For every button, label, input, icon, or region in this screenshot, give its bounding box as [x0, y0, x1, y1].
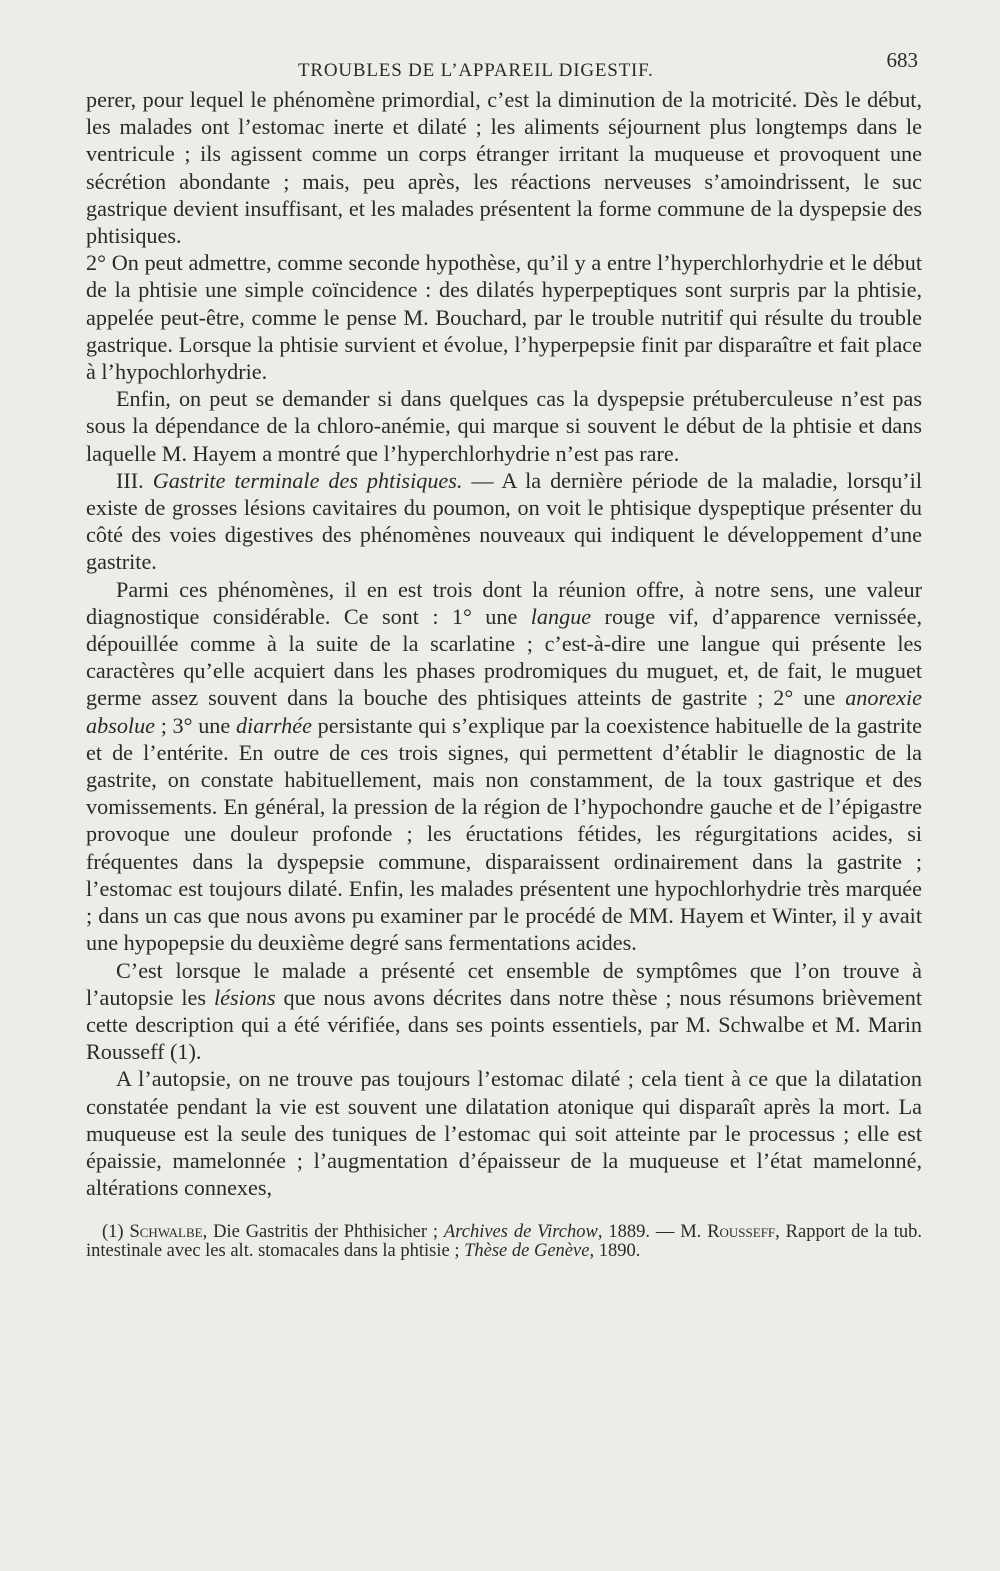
paragraph-4-text: — A la dernière période de la maladie, lorsqu’il existe de grosses lésions cavitaires du poumon, on voit le phtisique dyspeptique présenter du côté des voies digestives des phénomènes nouveaux qui indiquent le développement d’une gastrite.	[86, 467, 923, 575]
paragraph-5-text-b: rouge vif, d’apparence vernissée, dépouillée comme à la suite de la scarlatine ; c’est-à-dire une langue qui présente les caractères qu’elle acquiert dans les phases prodromiques du muguet, et, de fait, le muguet germe assez souvent dans la bouche des phtisiques atteints de gastrite ; 2° une	[86, 603, 922, 711]
term-diarrhee: diarrhée	[235, 712, 312, 738]
paragraph-5-text-a: Parmi ces phénomènes, il en est trois dont la réunion offre, à notre sens, une valeur diagnostique considérable. Ce sont : 1° une	[86, 576, 922, 629]
paragraph-6-text-a: C’est lorsque le malade a présenté cet ensemble de symptômes que l’on trouve à l’autopsie les	[86, 957, 922, 1010]
term-anorexie: anorexie absolue	[86, 685, 922, 738]
footnote-marker: (1)	[102, 1222, 130, 1243]
footnote-thesis: Thèse de Genève	[464, 1241, 590, 1262]
term-langue: langue	[530, 603, 592, 629]
paragraph-1: perer, pour lequel le phénomène primordial, c’est la diminution de la motricité. Dès le début, les malades ont l’estomac inerte et dilaté ; les aliments séjournent plus longtemps dans le ventricule ; ils agissent comme un corps étranger irritant la muqueuse et provoquent une sécrétion abondante ; mais, peu après, les réactions nerveuses s’amoindrissent, le suc gastrique devient insuffisant, et les malades présentent la forme commune de la dyspepsie des phtisiques.	[86, 87, 922, 249]
footnote-journal: Archives de Virchow	[443, 1222, 598, 1243]
page-number: 683	[886, 48, 918, 72]
footnote-author-schwalbe: Schwalbe	[129, 1222, 203, 1243]
paragraph-5	[86, 576, 922, 957]
section-number: III.	[116, 467, 153, 493]
footnote-text-3: , Rapport de la tub. intestinale avec les alt. stomacales dans la phtisie ;	[86, 1222, 923, 1262]
footnote-author-rousseff: Rousseff	[707, 1222, 776, 1243]
paragraph-6	[86, 957, 922, 1066]
paragraph-7: A l’autopsie, on ne trouve pas toujours l’estomac dilaté ; cela tient à ce que la dilatation constatée pendant la vie est souvent une dilatation atonique qui disparaît après la mort. La muqueuse est la seule des tuniques de l’estomac qui soit atteinte par le processus ; elle est épaissie, mamelonnée ; l’augmentation d’épaisseur de la muqueuse et l’état mamelonné, altérations connexes,	[86, 1066, 922, 1201]
paragraph-5-text-c: ; 3° une	[155, 712, 236, 738]
term-lesions: lésions	[213, 984, 276, 1010]
footnote-1	[86, 1223, 922, 1261]
paragraph-4	[86, 467, 922, 576]
body-text	[86, 86, 922, 1201]
running-head	[86, 46, 922, 86]
running-title: TROUBLES DE L’APPAREIL DIGESTIF.	[298, 60, 654, 81]
footnote-text-4: , 1890.	[589, 1241, 641, 1262]
paragraph-2: 2° On peut admettre, comme seconde hypothèse, qu’il y a entre l’hyperchlorhydrie et le début de la phtisie une simple coïncidence : des dilatés hyperpeptiques sont surpris par la phtisie, appelée peut-être, comme le pense M. Bouchard, par le trouble nutritif qui résulte du trouble gastrique. Lorsque la phtisie survient et évolue, l’hyperpepsie finit par disparaître et fait place à l’hypochlorhydrie.	[86, 250, 922, 385]
paragraph-6-text-c: ).	[188, 1039, 202, 1065]
footnotes	[86, 1223, 922, 1261]
paragraph-6-text-b: que nous avons décrites dans notre thèse ; nous résumons brièvement cette description qui a été vérifiée, dans ses points essentiels, par M. Schwalbe et M. Marin Rousseff (	[86, 984, 922, 1065]
footnote-text-2: , 1889. — M.	[597, 1222, 708, 1243]
paragraph-3: Enfin, on peut se demander si dans quelques cas la dyspepsie prétuberculeuse n’est pas sous la dépendance de la chloro-anémie, qui marque si souvent le début de la phtisie et dans laquelle M. Hayem a montré que l’hyperchlorhydrie n’est pas rare.	[86, 386, 922, 466]
paragraph-5-text-d: persistante qui s’explique par la coexistence habituelle de la gastrite et de l’entérite. En outre de ces trois signes, qui permettent d’établir le diagnostic de la gastrite, on constate habituellement, mais non constamment, de la toux gastrique et des vomissements. En général, la pression de la région de l’hypochondre gauche et de l’épigastre provoque une douleur profonde ; les éructations fétides, les régurgitations acides, si fréquentes dans la dyspepsie commune, disparaissent ordinairement dans la gastrite ; l’estomac est toujours dilaté. Enfin, les malades présentent une hypochlorhydrie très marquée ; dans un cas que nous avons pu examiner par le procédé de MM. Hayem et Winter, il y avait une hypopepsie du deuxième degré sans fermentations acides.	[86, 712, 922, 956]
section-title: Gastrite terminale des phtisiques.	[152, 467, 463, 493]
footnote-text-1: , Die Gastritis der Phthisicher ;	[202, 1222, 444, 1243]
footnote-reference: 1	[177, 1039, 189, 1065]
